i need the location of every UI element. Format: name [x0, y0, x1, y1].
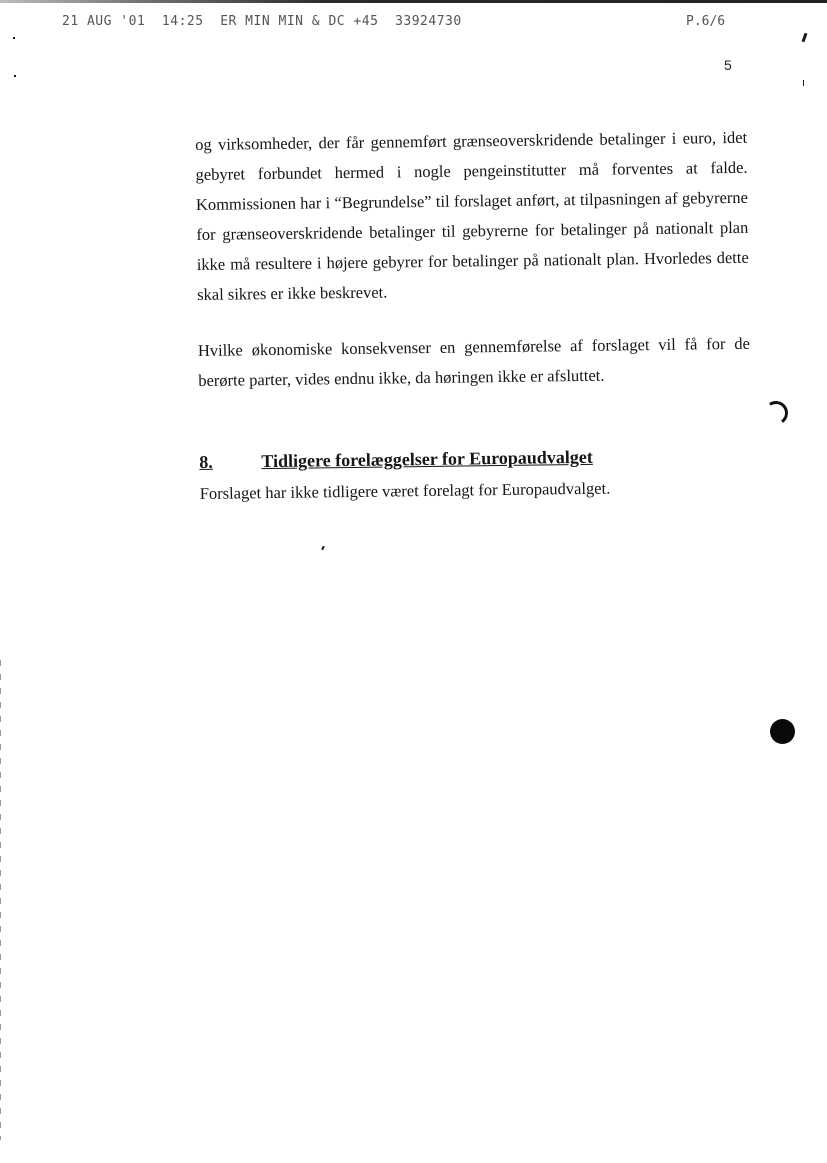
scan-left-edge [0, 660, 1, 1140]
fax-top-border [0, 0, 827, 3]
paragraph-consequences: Hvilke økonomiske konsekvenser en gennemførelse af forslaget vil få for de berørte parter, vides endnu ikke, da høringen ikke er afsluttet. [197, 333, 750, 390]
scan-speck [14, 75, 16, 77]
paragraph-prior-submissions: Forslaget har ikke tidligere været forelagt for Europaudvalget. [199, 478, 611, 503]
section-number: 8. [199, 451, 213, 472]
paragraph-fees: og virksomheder, der får gennemført grænseoverskridende betalinger i euro, idet gebyret forbundet hermed i nogle pengeinstitutter må forventes at falde. Kommissionen har i “Begrundelse” til forslaget anført, at tilpasningen af gebyrerne for grænseoverskridende betalinger til gebyrerne for betalinger på nationalt plan ikke må resultere i højere gebyrer for betalinger på nationalt plan. Hvorledes dette skal sikres er ikke beskrevet. [195, 127, 749, 304]
scan-speck [13, 37, 15, 39]
punch-hole-dot [770, 719, 795, 744]
scan-curl-mark [762, 399, 790, 427]
scan-speck [803, 80, 804, 86]
fax-transmission-header: 21 AUG '01 14:25 ER MIN MIN & DC +45 33924730 [62, 14, 462, 29]
fax-page-indicator: P.6/6 [686, 14, 726, 29]
scan-speck [802, 33, 808, 42]
scan-speck [321, 546, 325, 550]
section-title: Tidligere forelæggelser for Europaudvalget [261, 446, 593, 472]
section-heading [199, 445, 751, 473]
document-body [195, 123, 752, 509]
page-number: 5 [724, 57, 732, 73]
